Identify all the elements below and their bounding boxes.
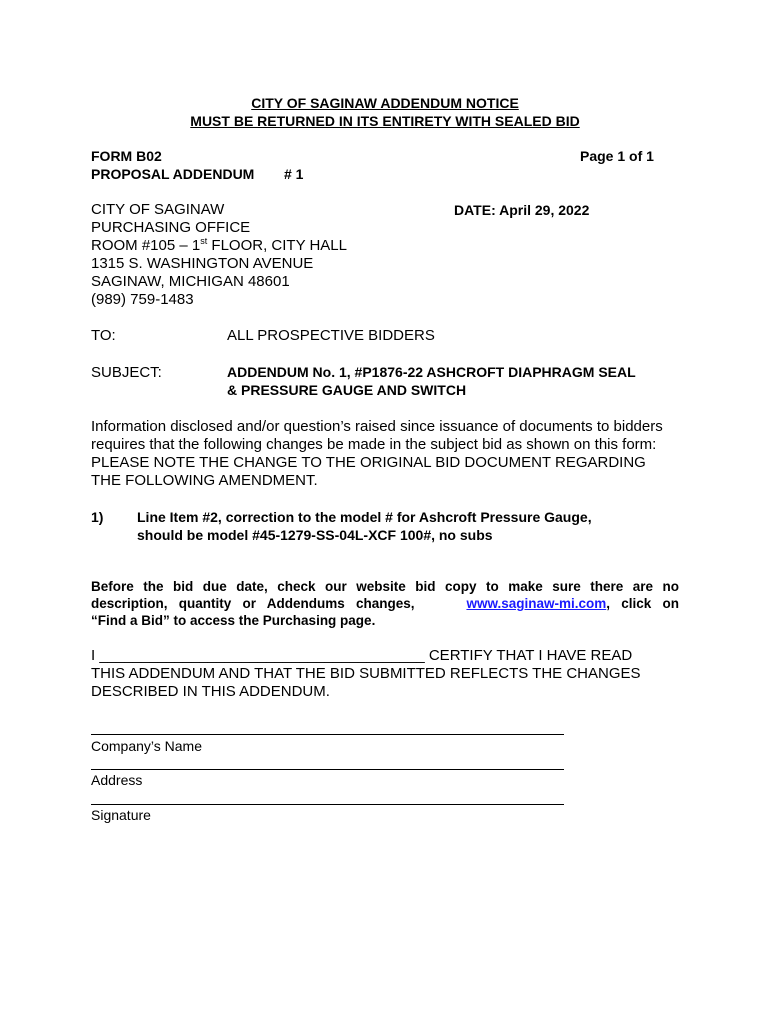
office-line: SAGINAW, MICHIGAN 48601 [91,273,290,290]
notice-date: DATE: April 29, 2022 [454,202,590,218]
certify-line: DESCRIBED IN THIS ADDENDUM. [91,683,330,700]
address-label: Address [91,772,143,788]
notice-title: CITY OF SAGINAW ADDENDUM NOTICE [251,95,519,111]
to-label: TO: [91,327,116,344]
notice-line [91,595,679,612]
notice-subtitle: MUST BE RETURNED IN ITS ENTIRETY WITH SEALED BID [190,113,580,129]
subject-line: ADDENDUM No. 1, #P1876-22 ASHCROFT DIAPHRAGM SEAL [227,364,636,380]
to-value: ALL PROSPECTIVE BIDDERS [227,327,435,344]
intro-line: THE FOLLOWING AMENDMENT. [91,472,318,489]
office-phone: (989) 759-1483 [91,291,194,308]
office-line [91,237,347,255]
office-line: PURCHASING OFFICE [91,219,251,236]
notice-link-group [466,595,679,612]
certify-line: THIS ADDENDUM AND THAT THE BID SUBMITTED REFLECTS THE CHANGES [91,665,641,682]
signature-line[interactable] [91,804,564,805]
notice-line: Before the bid due date, check our website bid copy to make sure there are no [91,579,679,594]
subject-label: SUBJECT: [91,364,162,381]
notice-text: , click on [606,596,679,611]
office-room: ROOM #105 – 1 [91,237,201,254]
item-line: Line Item #2, correction to the model # for Ashcroft Pressure Gauge, [137,509,592,525]
intro-line: requires that the following changes be made in the subject bid as shown on this form: [91,436,657,453]
form-id: FORM B02 [91,148,162,164]
item-line: should be model #45-1279-SS-04L-XCF 100#, no subs [137,527,493,543]
item-number: 1) [91,509,104,525]
company-name-line[interactable] [91,734,564,735]
signature-label: Signature [91,807,151,823]
office-floor-suffix: st [200,236,208,246]
office-line: CITY OF SAGINAW [91,201,225,218]
addendum-label: PROPOSAL ADDENDUM [91,166,255,182]
office-floor: FLOOR, CITY HALL [207,237,347,254]
certify-line: I _______________________________________ CERTIFY THAT I HAVE READ [91,647,633,664]
intro-line: Information disclosed and/or question’s raised since issuance of documents to bidders [91,418,663,435]
company-name-label: Company’s Name [91,738,203,754]
subject-line: & PRESSURE GAUGE AND SWITCH [227,382,467,398]
website-link[interactable]: www.saginaw-mi.com [466,596,607,611]
intro-line: PLEASE NOTE THE CHANGE TO THE ORIGINAL BID DOCUMENT REGARDING [91,454,646,471]
office-line: 1315 S. WASHINGTON AVENUE [91,255,314,272]
page-number: Page 1 of 1 [580,148,654,164]
addendum-number: # 1 [284,166,304,182]
notice-text: description, quantity or Addendums changes, [91,596,415,611]
notice-line: “Find a Bid” to access the Purchasing page. [91,613,376,628]
address-line[interactable] [91,769,564,770]
